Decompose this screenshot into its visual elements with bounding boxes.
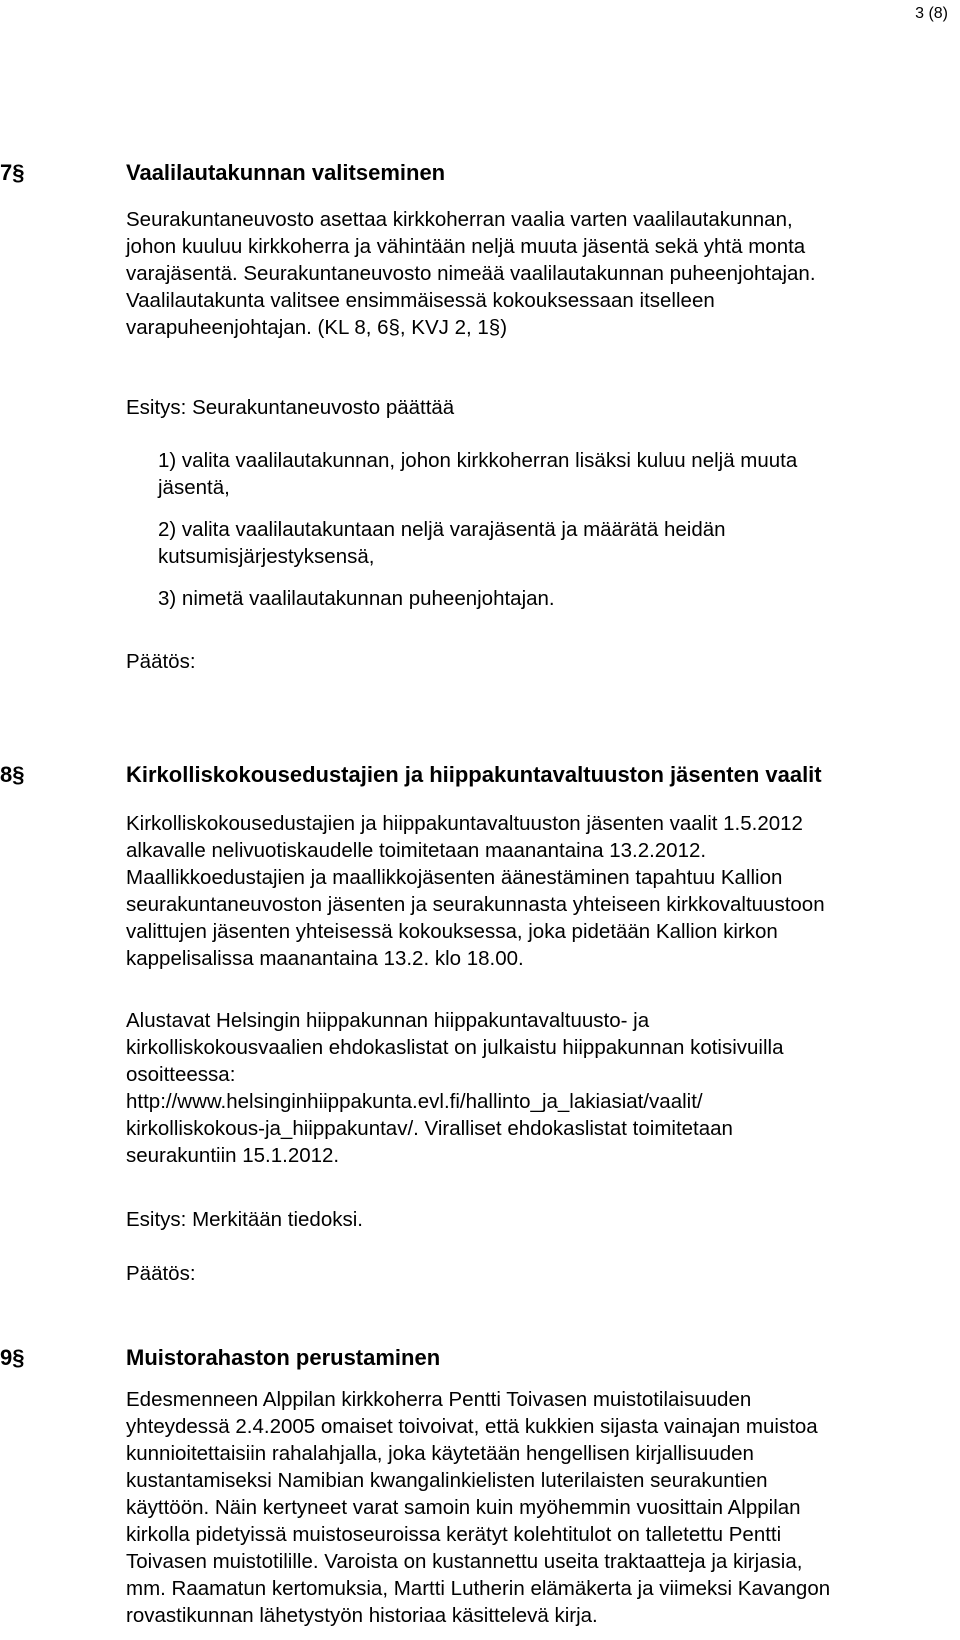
body-line: alkavalle nelivuotiskaudelle toimitetaan maanantaina 13.2.2012. — [126, 839, 707, 862]
body-line: johon kuuluu kirkkoherra ja vähintään neljä muuta jäsentä sekä yhtä monta — [126, 235, 806, 258]
section-heading — [0, 1343, 960, 1373]
body-line: kirkolliskokous-ja_hiippakuntav/. Viralliset ehdokaslistat toimitetaan — [126, 1117, 733, 1140]
body-line: rovastikunnan lähetystyön historiaa käsittelevä kirja. — [126, 1604, 598, 1627]
item-line: 2) valita vaalilautakuntaan neljä varajäsentä ja määrätä heidän — [158, 518, 726, 541]
section-8 — [0, 760, 960, 1285]
item-line: 3) nimetä vaalilautakunnan puheenjohtajan. — [158, 587, 555, 610]
body-line: kirkolla pidetyissä muistoseuroissa kerätyt kolehtitulot on talletettu Pentti — [126, 1523, 782, 1546]
section-heading — [0, 760, 960, 790]
body-line: kustantamiseksi Namibian kwangalinkielisten luterilaisten seurakuntien — [126, 1469, 768, 1492]
body-line: yhteydessä 2.4.2005 omaiset toivoivat, että kukkien sijasta vainajan muistoa — [126, 1415, 818, 1438]
proposal-intro: Esitys: Seurakuntaneuvosto päättää — [126, 396, 455, 419]
section-title: Muistorahaston perustaminen — [126, 1345, 441, 1370]
body-line: seurakuntiin 15.1.2012. — [126, 1144, 340, 1167]
item-line: jäsentä, — [158, 476, 230, 499]
body-line: kunnioitettaisiin rahalahjalla, joka käytetään hengellisen kirjallisuuden — [126, 1442, 754, 1465]
item-line: 1) valita vaalilautakunnan, johon kirkkoherran lisäksi kuluu neljä muuta — [158, 449, 798, 472]
section-7 — [0, 158, 960, 673]
body-line: mm. Raamatun kertomuksia, Martti Lutherin elämäkerta ja viimeksi Kavangon — [126, 1577, 831, 1600]
proposal-item-2 — [158, 516, 948, 570]
section-title: Vaalilautakunnan valitseminen — [126, 160, 446, 185]
body-line: http://www.helsinginhiippakunta.evl.fi/hallinto_ja_lakiasiat/vaalit/ — [126, 1090, 703, 1113]
body-line: osoitteessa: — [126, 1063, 236, 1086]
body-line: Alustavat Helsingin hiippakunnan hiippakuntavaltuusto- ja — [126, 1009, 650, 1032]
section-number: 8§ — [0, 762, 25, 787]
decision-label: Päätös: — [126, 1262, 196, 1285]
body-line: kirkolliskokousvaalien ehdokaslistat on julkaistu hiippakunnan kotisivuilla — [126, 1036, 784, 1059]
section-body — [126, 206, 956, 341]
section-heading — [0, 158, 960, 188]
item-line: kutsumisjärjestyksensä, — [158, 545, 375, 568]
proposal-item-1 — [158, 447, 948, 501]
body-line: Kirkolliskokousedustajien ja hiippakuntavaltuuston jäsenten vaalit 1.5.2012 — [126, 812, 803, 835]
proposal-item-3 — [158, 585, 948, 612]
body-line: Toivasen muistotilille. Varoista on kustannettu useita traktaatteja ja kirjasia, — [126, 1550, 803, 1573]
section-9 — [0, 1343, 960, 1627]
body-line: Edesmenneen Alppilan kirkkoherra Pentti Toivasen muistotilaisuuden — [126, 1388, 752, 1411]
section-number: 9§ — [0, 1345, 25, 1370]
body-line: seurakuntaneuvoston jäsenten ja seurakunnasta yhteiseen kirkkovaltuustoon — [126, 893, 825, 916]
body-line: varajäsentä. Seurakuntaneuvosto nimeää vaalilautakunnan puheenjohtajan. — [126, 262, 816, 285]
section-title: Kirkolliskokousedustajien ja hiippakuntavaltuuston jäsenten vaalit — [126, 762, 822, 787]
body-line: Maallikkoedustajien ja maallikkojäsenten äänestäminen tapahtuu Kallion — [126, 866, 783, 889]
body-line: Vaalilautakunta valitsee ensimmäisessä kokouksessaan itselleen — [126, 289, 715, 312]
section-body-2 — [126, 1007, 956, 1169]
body-line: kappelisalissa maanantaina 13.2. klo 18.00. — [126, 947, 524, 970]
body-line: varapuheenjohtajan. (KL 8, 6§, KVJ 2, 1§) — [126, 316, 508, 339]
body-line: käyttöön. Näin kertyneet varat samoin kuin myöhemmin vuosittain Alppilan — [126, 1496, 801, 1519]
proposal-text: Esitys: Merkitään tiedoksi. — [126, 1208, 363, 1231]
section-body — [126, 1386, 956, 1629]
decision-label: Päätös: — [126, 650, 196, 673]
section-number: 7§ — [0, 160, 25, 185]
page-number: 3 (8) — [915, 5, 948, 22]
section-body — [126, 810, 956, 972]
body-line: Seurakuntaneuvosto asettaa kirkkoherran vaalia varten vaalilautakunnan, — [126, 208, 793, 231]
body-line: valittujen jäsenten yhteisessä kokouksessa, joka pidetään Kallion kirkon — [126, 920, 778, 943]
